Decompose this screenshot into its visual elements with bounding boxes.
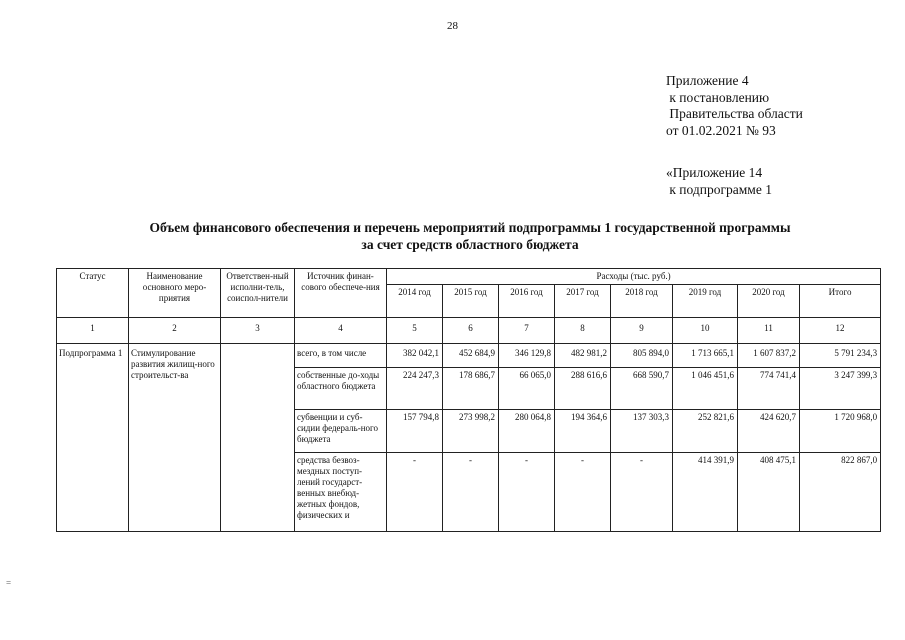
status-cell: Подпрограмма 1	[57, 344, 129, 532]
value-cell: 157 794,8	[387, 410, 443, 453]
appendix-line: Правительства области	[666, 106, 803, 121]
column-number: 12	[800, 318, 881, 344]
column-number: 2	[129, 318, 221, 344]
value-cell: 822 867,0	[800, 453, 881, 532]
value-cell: -	[611, 453, 673, 532]
value-cell: 288 616,6	[555, 368, 611, 410]
header-total: Итого	[800, 285, 881, 318]
value-cell: 1 607 837,2	[738, 344, 800, 368]
column-number: 4	[295, 318, 387, 344]
column-number: 10	[673, 318, 738, 344]
source-cell: всего, в том числе	[295, 344, 387, 368]
value-cell: -	[387, 453, 443, 532]
header-year-2014: 2014 год	[387, 285, 443, 318]
column-number: 7	[499, 318, 555, 344]
scan-edge-mark: =	[6, 578, 12, 588]
title-line-2: за счет средств областного бюджета	[361, 237, 579, 252]
budget-table	[56, 268, 881, 532]
source-cell: средства безвоз-мездных поступ-лений государст-венных внебюд-жетных фондов, физических и	[295, 453, 387, 532]
header-source: Источник финан-сового обеспече-ния	[295, 269, 387, 318]
value-cell: 224 247,3	[387, 368, 443, 410]
header-expenses: Расходы (тыс. руб.)	[387, 269, 881, 285]
value-cell: 194 364,6	[555, 410, 611, 453]
value-cell: 66 065,0	[499, 368, 555, 410]
value-cell: 1 720 968,0	[800, 410, 881, 453]
appendix-line: Приложение 4	[666, 73, 749, 88]
appendix-line: к подпрограмме 1	[666, 181, 772, 197]
appendix-line: от 01.02.2021 № 93	[666, 122, 776, 138]
column-number: 5	[387, 318, 443, 344]
value-cell: 280 064,8	[499, 410, 555, 453]
header-responsible: Ответствен-ный исполни-тель, соиспол-нители	[221, 269, 295, 318]
header-name: Наименование основного меро-приятия	[129, 269, 221, 318]
document-title	[60, 219, 880, 253]
column-number: 1	[57, 318, 129, 344]
value-cell: -	[555, 453, 611, 532]
value-cell: 408 475,1	[738, 453, 800, 532]
table-row	[57, 344, 881, 368]
source-cell: субвенции и суб-сидии федераль-ного бюджета	[295, 410, 387, 453]
value-cell: 382 042,1	[387, 344, 443, 368]
value-cell: 5 791 234,3	[800, 344, 881, 368]
value-cell: 3 247 399,3	[800, 368, 881, 410]
header-year-2017: 2017 год	[555, 285, 611, 318]
header-row	[57, 269, 881, 285]
value-cell: 668 590,7	[611, 368, 673, 410]
header-year-2020: 2020 год	[738, 285, 800, 318]
appendix-block-secondary	[666, 165, 772, 198]
page-number: 28	[447, 20, 458, 32]
value-cell: 178 686,7	[443, 368, 499, 410]
appendix-line: «Приложение 14	[666, 165, 763, 180]
value-cell: -	[443, 453, 499, 532]
value-cell: 424 620,7	[738, 410, 800, 453]
appendix-block	[666, 73, 803, 139]
appendix-line: к постановлению	[666, 89, 770, 105]
value-cell: 346 129,8	[499, 344, 555, 368]
title-line-1: Объем финансового обеспечения и перечень мероприятий подпрограммы 1 государственной программы	[149, 220, 791, 235]
header-year-2018: 2018 год	[611, 285, 673, 318]
value-cell: 805 894,0	[611, 344, 673, 368]
value-cell: 482 981,2	[555, 344, 611, 368]
column-number-row	[57, 318, 881, 344]
value-cell: 774 741,4	[738, 368, 800, 410]
value-cell: 137 303,3	[611, 410, 673, 453]
value-cell: 414 391,9	[673, 453, 738, 532]
column-number: 6	[443, 318, 499, 344]
header-year-2019: 2019 год	[673, 285, 738, 318]
value-cell: -	[499, 453, 555, 532]
header-year-2016: 2016 год	[499, 285, 555, 318]
header-year-2015: 2015 год	[443, 285, 499, 318]
column-number: 9	[611, 318, 673, 344]
responsible-cell	[221, 344, 295, 532]
source-cell: собственные до-ходы областного бюджета	[295, 368, 387, 410]
value-cell: 273 998,2	[443, 410, 499, 453]
value-cell: 252 821,6	[673, 410, 738, 453]
column-number: 11	[738, 318, 800, 344]
column-number: 8	[555, 318, 611, 344]
activity-cell: Стимулирование развития жилищ-ного строительст-ва	[129, 344, 221, 532]
header-status: Статус	[57, 269, 129, 318]
value-cell: 1 713 665,1	[673, 344, 738, 368]
value-cell: 1 046 451,6	[673, 368, 738, 410]
value-cell: 452 684,9	[443, 344, 499, 368]
column-number: 3	[221, 318, 295, 344]
